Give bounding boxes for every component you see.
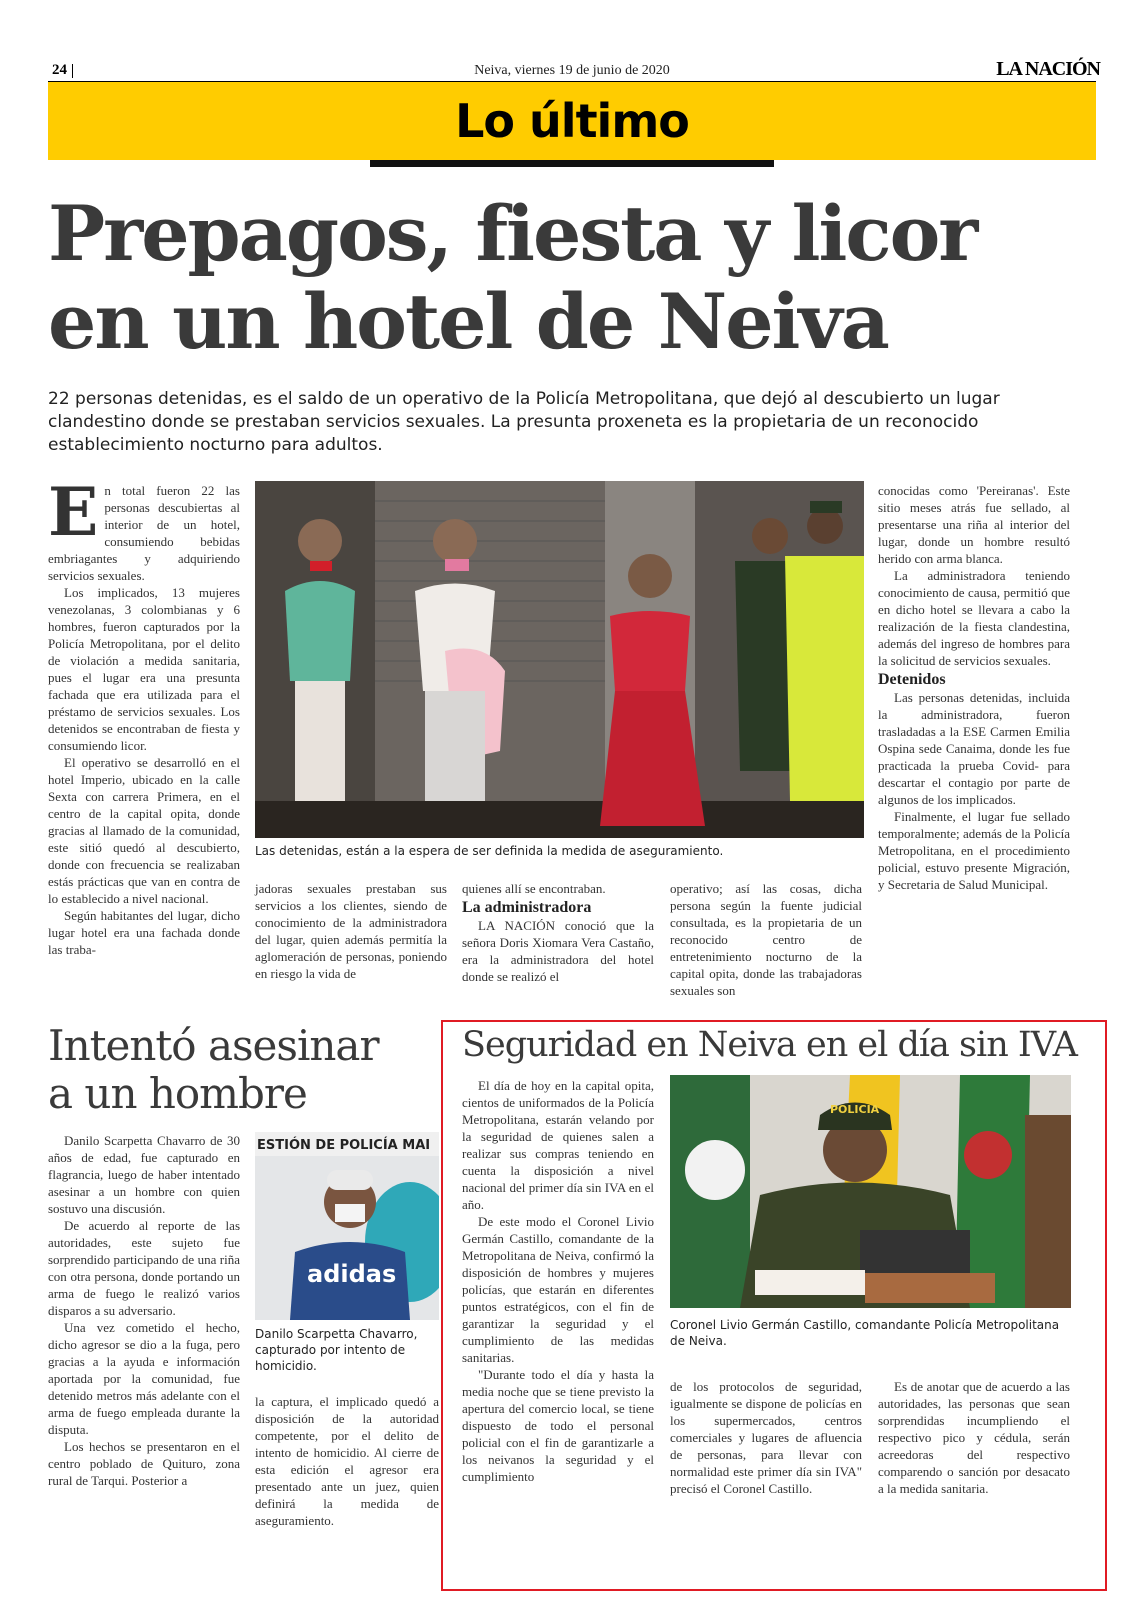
headline-line-1: Prepagos, fiesta y licor xyxy=(48,189,977,278)
story3-para-1: El día de hoy en la capital opita, cientos de uniformados de la Policía Metropolitana, estarán velando por la seguridad de quienes salen a realizar sus compras teniendo en cuenta la disposición a nivel nacional del primer día sin IVA en el año. xyxy=(462,1078,654,1212)
main-lead: 22 personas detenidas, es el saldo de un operativo de la Policía Metropolitana, que dejó al descubierto un lugar clandestino donde se prestaban servicios sexuales. La presunta proxeneta es la propietaria de un reconocido establecimiento nocturno para adultos. xyxy=(48,389,1000,455)
newspaper-logo: LA NACIÓN xyxy=(996,58,1100,80)
story3-para-2: De este modo el Coronel Livio Germán Castillo, comandante de la Metropolitana de Neiva, confirmó la disposición de hombres y mujeres policías, que estarán en diferentes puntos estratégicos, con el fin de garantizar la seguridad y el cumplimiento de las medidas sanitarias. xyxy=(462,1214,654,1365)
story2-photo xyxy=(255,1132,439,1320)
story2-para-2: De acuerdo al reporte de las autoridades, este sujeto fue sorprendido participando de una riña con otra persona, donde portando un arma de fuego le realizó varios disparos a su adversario. xyxy=(48,1218,240,1318)
story2-column-1 xyxy=(48,1132,240,1489)
story3-photo-caption: Coronel Livio Germán Castillo, comandante Policía Metropolitana de Neiva. xyxy=(670,1318,1060,1348)
page-number: 24 xyxy=(52,62,67,78)
shirt-text: adidas xyxy=(307,1260,397,1288)
subhead-detenidos: Detenidos xyxy=(878,671,946,688)
story3-col3-text: Es de anotar que de acuerdo a las autoridades, las personas que sean sorprendidas incumpliendo el respectivo pico y cédula, serán acreedoras del respectivo comparendo o sanción por desacato a la medida sanitaria. xyxy=(878,1379,1070,1496)
issue-date: Neiva, viernes 19 de junio de 2020 xyxy=(474,63,670,78)
main-col1-para-4: Según habitantes del lugar, dicho lugar hotel era una fachada donde las traba- xyxy=(48,908,240,957)
main-col3-first: quienes allí se encontraban. xyxy=(462,881,606,896)
section-banner xyxy=(48,82,1096,160)
main-photo-caption: Las detenidas, están a la espera de ser definida la medida de aseguramiento. xyxy=(255,844,724,858)
main-col2-text: jadoras sexuales prestaban sus servicios a los clientes, siendo de conocimiento de la administradora del lugar, quien además permitía la aglomeración de personas, poniendo en riesgo la vida de xyxy=(255,881,447,981)
story2-headline-line-2: a un hombre xyxy=(48,1069,307,1118)
story2-para-1: Danilo Scarpetta Chavarro de 30 años de edad, fue capturado en flagrancia, luego de haber intentado asesinar a un hombre con quien sostuvo una discusión. xyxy=(48,1133,240,1216)
main-column-1 xyxy=(48,473,240,958)
section-underbar xyxy=(370,160,774,167)
main-column-4 xyxy=(670,880,862,999)
main-col5-para-1: conocidas como 'Pereiranas'. Este sitio meses atrás fue sellado, al presentarse una riña al interior del lugar, donde un hombre resultó herido con arma blanca. xyxy=(878,483,1070,566)
drop-cap: E xyxy=(48,473,99,551)
main-col1-para-2: Los implicados, 13 mujeres venezolanas, 3 colombianas y 6 hombres, fueron capturados por la Policía Metropolitana, por el delito de violación a medida sanitaria, pues el lugar era una presunta fachada que era utilizada para el préstamo de servicios sexuales. Los detenidos se encontraban de fiesta y consumiendo licor. xyxy=(48,585,240,753)
story2-para-4: Los hechos se presentaron en el centro poblado de Quituro, zona rural de Tarqui. Posterior a xyxy=(48,1439,240,1488)
story3-headline: Seguridad en Neiva en el día sin IVA xyxy=(462,1025,1077,1065)
main-photo-image xyxy=(255,481,864,838)
main-col5-para-4: Finalmente, el lugar fue sellado temporalmente; además de la Policía Metropolitana, en el procedimiento policial, estuvo presente Migración, y Secretaria de Salud Municipal. xyxy=(878,809,1070,892)
main-col1-para-3: El operativo se desarrolló en el hotel Imperio, ubicado en la calle Sexta con carrera Primera, en el centro de la capital opita, donde gracias al llamado de la comunidad, este sitió quedó al descubierto, donde con frecuencia se realizaban estás prácticas que van en contra de lo establecido a nivel nacional. xyxy=(48,755,240,906)
main-col4-text: operativo; así las cosas, dicha persona según la fuente judicial consultada, es la propietaria de un reconocido centro de entretenimiento nocturno de la capital opita, donde las trabajadoras sexuales son xyxy=(670,881,862,998)
main-col1-para-1: n total fueron 22 las personas descubiertas al interior de un hotel, consumiendo bebidas embriagantes y adquiriendo servicios sexuales. xyxy=(48,483,240,583)
story3-photo xyxy=(670,1075,1071,1308)
story3-photo-image xyxy=(670,1075,1071,1308)
section-title: Lo último xyxy=(455,94,689,148)
story2-headline xyxy=(48,1022,438,1118)
main-column-2 xyxy=(255,880,447,982)
story3-column-1 xyxy=(462,1077,654,1485)
story2-col2-text: la captura, el implicado quedó a disposición de la autoridad competente, por el delito de intento de homicidio. Al cierre de esta edición el agresor era presentado ante un juez, quien definirá la medida de aseguramiento. xyxy=(255,1394,439,1528)
cap-text: POLICIA xyxy=(830,1103,880,1116)
story2-headline-line-1: Intentó asesinar xyxy=(48,1021,379,1070)
story3-col2-text: de los protocolos de seguridad, igualmente se dispone de policías en los supermercados, centros comerciales y lugares de afluencia de personas, para llevar con normalidad este primer día sin IVA" precisó el Coronel Castillo. xyxy=(670,1379,862,1496)
main-photo xyxy=(255,481,864,838)
headline-line-2: en un hotel de Neiva xyxy=(48,277,888,366)
story2-para-3: Una vez cometido el hecho, dicho agresor se dio a la fuga, pero gracias a la ayuda e información aportada por la comunidad, fue detenido metros más adelante con el arma de fuego empleada durante la disputa. xyxy=(48,1320,240,1437)
photo-banner-text: ESTIÓN DE POLICÍA MAI xyxy=(257,1138,431,1153)
subhead-administradora: La administradora xyxy=(462,899,592,916)
story3-para-3: "Durante todo el día y hasta la media noche que se tiene previsto la apertura del comercio local, se tiene dispuesto de todo el personal policial con el fin de garantizarle a los neivanos la seguridad y el cumplimiento xyxy=(462,1367,654,1484)
main-headline xyxy=(48,190,1098,366)
story2-photo-image xyxy=(255,1132,439,1320)
story3-column-2 xyxy=(670,1378,862,1497)
story2-column-2 xyxy=(255,1393,439,1529)
main-col3-text: LA NACIÓN conoció que la señora Doris Xiomara Vera Castaño, era la administradora del hotel donde se realizó el xyxy=(462,918,654,984)
main-column-5 xyxy=(878,482,1070,893)
main-col5-para-3: Las personas detenidas, incluida la administradora, fueron trasladadas a la ESE Carmen Emilia Ospina sede Canaima, donde les fue practicada la prueba Covid- para descartar el contagio por parte de algunos de los implicados. xyxy=(878,690,1070,807)
main-col5-para-2: La administradora teniendo conocimiento de causa, permitió que en dicho hotel se llevara a cabo la realización de la fiesta clandestina, además del ingreso de hombres para la solicitud de servicios sexuales. xyxy=(878,568,1070,668)
story2-photo-caption: Danilo Scarpetta Chavarro, capturado por intento de homicidio. xyxy=(255,1327,418,1373)
main-column-3 xyxy=(462,880,654,985)
story3-column-3 xyxy=(878,1378,1070,1497)
